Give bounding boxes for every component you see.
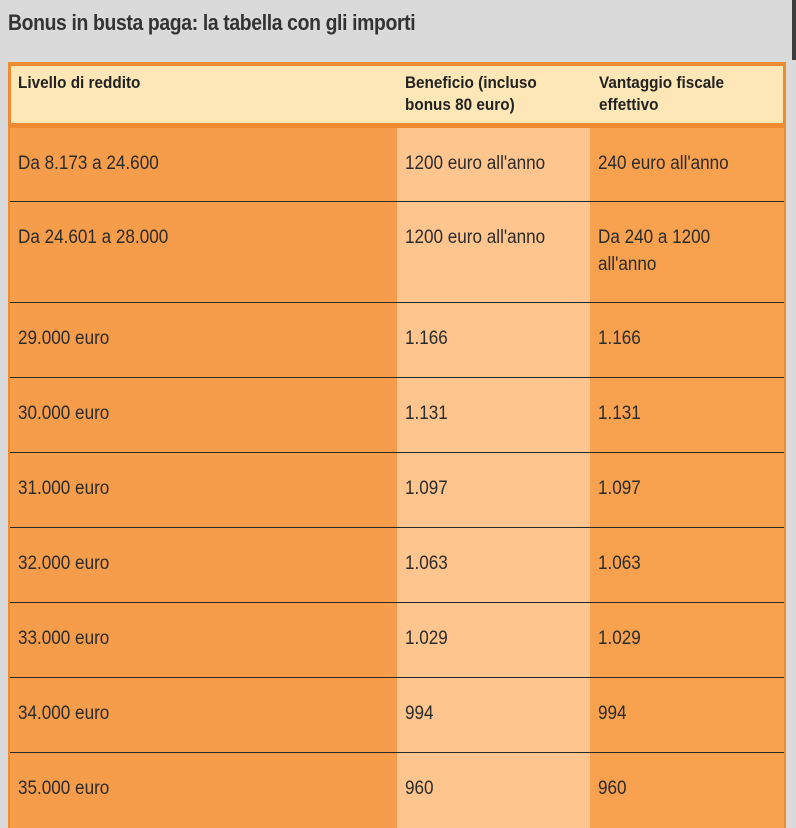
income-cell: 34.000 euro: [10, 678, 397, 752]
tax-advantage-cell: 1.029: [590, 603, 784, 677]
page-title: Bonus in busta paga: la tabella con gli importi: [8, 10, 416, 35]
table-header-row: [11, 66, 783, 123]
table-row: [10, 128, 784, 202]
header-income-level: Livello di reddito: [18, 73, 141, 92]
benefit-cell: 1200 euro all'anno: [397, 202, 590, 302]
benefit-cell: 1200 euro all'anno: [397, 128, 590, 201]
benefit-cell: 960: [397, 753, 590, 828]
income-cell: 29.000 euro: [10, 303, 397, 377]
tax-advantage-cell: 1.063: [590, 528, 784, 602]
income-cell: 35.000 euro: [10, 753, 397, 828]
income-cell: 31.000 euro: [10, 453, 397, 527]
income-cell: 32.000 euro: [10, 528, 397, 602]
tax-advantage-cell: 960: [590, 753, 784, 828]
table-row: [10, 202, 784, 303]
tax-advantage-cell: 1.166: [590, 303, 784, 377]
income-cell: Da 8.173 a 24.600: [10, 128, 397, 201]
table-row: [10, 753, 784, 828]
header-benefit: Beneficio (incluso bonus 80 euro): [405, 73, 537, 114]
tax-advantage-cell: Da 240 a 1200 all'anno: [590, 202, 784, 302]
benefit-cell: 1.097: [397, 453, 590, 527]
tax-advantage-cell: 240 euro all'anno: [590, 128, 784, 201]
window-edge-strip: [792, 0, 796, 60]
table-row: [10, 603, 784, 678]
tax-advantage-cell: 1.097: [590, 453, 784, 527]
table-row: [10, 453, 784, 528]
header-tax-advantage: Vantaggio fiscale effettivo: [599, 73, 725, 114]
income-cell: 30.000 euro: [10, 378, 397, 452]
benefit-cell: 1.029: [397, 603, 590, 677]
benefit-cell: 1.131: [397, 378, 590, 452]
income-cell: 33.000 euro: [10, 603, 397, 677]
table-row: [10, 378, 784, 453]
table-row: [10, 303, 784, 378]
table-body: [10, 128, 784, 828]
benefit-cell: 1.166: [397, 303, 590, 377]
income-cell: Da 24.601 a 28.000: [10, 202, 397, 302]
table-row: [10, 678, 784, 753]
tax-advantage-cell: 1.131: [590, 378, 784, 452]
benefit-cell: 994: [397, 678, 590, 752]
bonus-table: [8, 62, 786, 828]
table-row: [10, 528, 784, 603]
benefit-cell: 1.063: [397, 528, 590, 602]
tax-advantage-cell: 994: [590, 678, 784, 752]
